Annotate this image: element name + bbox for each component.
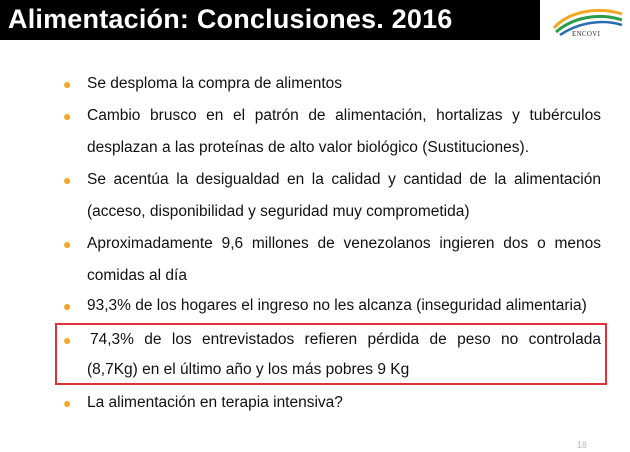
bullet-icon: ● [63, 108, 72, 124]
logo-label: ENCOVI [572, 30, 601, 38]
bullet-text: Se acentúa la desigualdad en la calidad y cantidad de la alimentación [87, 171, 601, 188]
slide-title: Alimentación: Conclusiones. 2016 [8, 4, 453, 34]
bullet-icon: ● [63, 236, 72, 252]
bullet-text: Se desploma la compra de alimentos [87, 75, 343, 92]
bullet-text: comidas al día [87, 267, 187, 284]
bullet-icon: ● [63, 298, 72, 314]
bullet-text: 93,3% de los hogares el ingreso no les alcanza (inseguridad alimentaria) [87, 297, 587, 314]
page-number: 18 [577, 440, 588, 450]
bullet-icon: ● [63, 172, 72, 188]
bullet-text: desplazan a las proteínas de alto valor biológico (Sustituciones). [87, 139, 530, 156]
bullet-text: Aproximadamente 9,6 millones de venezolanos ingieren dos o menos [87, 235, 601, 252]
bullet-icon: ● [63, 332, 72, 348]
bullet-text: 74,3% de los entrevistados refieren pérdida de peso no controlada [90, 331, 601, 348]
bullet-text: (8,7Kg) en el último año y los más pobres 9 Kg [87, 361, 410, 378]
bullet-icon: ● [63, 76, 72, 92]
bullet-text: Cambio brusco en el patrón de alimentación, hortalizas y tubérculos [87, 107, 601, 124]
bullet-icon: ● [63, 395, 72, 411]
bullet-text: La alimentación en terapia intensiva? [87, 394, 343, 411]
bullet-text: (acceso, disponibilidad y seguridad muy comprometida) [87, 203, 470, 220]
